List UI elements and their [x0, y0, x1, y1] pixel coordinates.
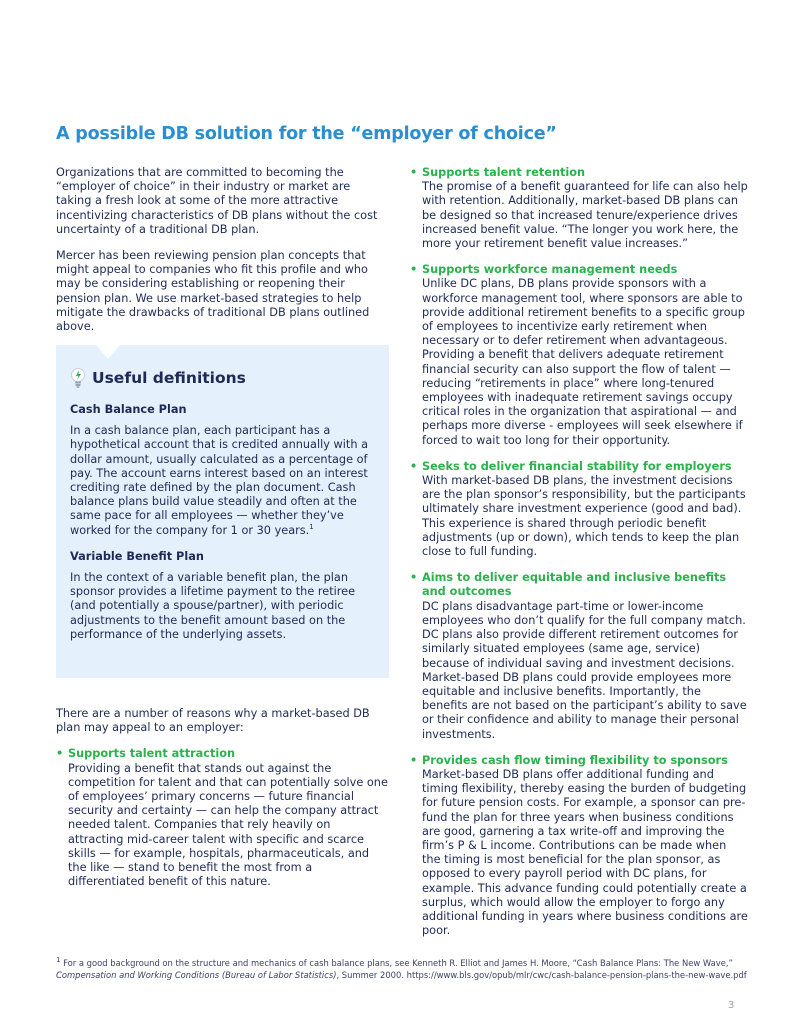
- bullet-heading: Supports workforce management needs: [422, 263, 678, 277]
- definition-term: Variable Benefit Plan: [70, 549, 204, 563]
- bullet-text: Unlike DC plans, DB plans provide sponsors with a workforce management tool, where sponsors are able to provide additional retirement benefits to a specific group of employees to incentivize early retirement when necessary or to defer retirement when advantageous. Providing a benefit that delivers adequate retirement financial security can also support the flow of talent — reducing “retirements in place” where long-tenured employees with inadequate retirement savings occupy critical roles in the organization that aspirational — and perhaps more diverse - employees will seek elsewhere if forced to wait too long for their opportunity.: [422, 277, 745, 447]
- lightbulb-icon: [70, 367, 86, 389]
- footnote-number: 1: [56, 956, 61, 965]
- reasons-section: [56, 707, 388, 901]
- bullet-heading: Provides cash flow timing flexibility to sponsors: [422, 753, 728, 767]
- definition-text: In the context of a variable benefit plan, the plan sponsor provides a lifetime payment to the retiree (and potentially a spouse/partner), with periodic adjustments to the benefit amount based on the performance of the underlying assets.: [70, 571, 356, 641]
- bullet-heading: Seeks to deliver financial stability for employers: [422, 459, 732, 473]
- footnote-mark: 1: [309, 522, 314, 531]
- list-item: [410, 754, 748, 939]
- intro-paragraph: Organizations that are committed to becoming the “employer of choice” in their industry or market are taking a fresh look at some of the more attractive incentivizing characteristics of DB plans without the cost uncertainty of a traditional DB plan.: [56, 166, 378, 236]
- list-item: [56, 747, 388, 889]
- bullet-icon: •: [410, 459, 418, 473]
- mercer-paragraph: Mercer has been reviewing pension plan concepts that might appeal to companies who fit this profile and who may be considering establishing or reopening their pension plan. We use market-based strategies to help mitigate the drawbacks of traditional DB plans outlined above.: [56, 249, 370, 334]
- bullet-heading: Aims to deliver equitable and inclusive benefits and outcomes: [422, 571, 727, 599]
- bullet-heading: Supports talent retention: [422, 166, 586, 179]
- list-item: [410, 460, 748, 559]
- bullet-icon: •: [410, 263, 418, 277]
- definitions-heading: Useful definitions: [92, 368, 246, 387]
- footnote-text: For a good background on the structure and mechanics of cash balance plans, see Kenneth R. Elliot and James H. Moore, “Cash Balance Plans: The New Wave,”: [63, 958, 733, 968]
- list-item: [410, 263, 748, 448]
- reasons-intro: There are a number of reasons why a market-based DB plan may appeal to an employer:: [56, 707, 370, 735]
- bullet-text: With market-based DB plans, the investment decisions are the plan sponsor’s responsibility, but the participants ultimately share investment experience (good and bad). This experience is shared through periodic benefit adjustments (up or down), which tends to keep the plan close to full funding.: [422, 474, 746, 559]
- definition-term: Cash Balance Plan: [70, 403, 187, 416]
- list-item: [410, 166, 748, 251]
- bullet-heading: Supports talent attraction: [68, 747, 236, 761]
- bullet-icon: •: [56, 747, 64, 761]
- bullet-text: DC plans disadvantage part-time or lower-income employees who don’t qualify for the full company match. DC plans also provide different retirement outcomes for similarly situated employees (same age, service) because of individual saving and investment decisions. Market-based DB plans could provide employees more equitable and inclusive benefits. Importantly, the benefits are not based on the participant’s ability to save or their confidence and ability to manage their personal investments.: [422, 599, 747, 741]
- list-item: [410, 571, 748, 741]
- footnote-url: , Summer 2000. https://www.bls.gov/opub/mlr/cwc/cash-balance-pension-plans-the-new-wave.pdf: [336, 969, 747, 980]
- bullet-text: Providing a benefit that stands out against the competition for talent and that can potentially solve one of employees’ primary concerns — future financial security and certainty — can help the company attract needed talent. Companies that rely heavily on attracting mid-career talent with specific and scarce skills — for example, hospitals, pharmaceuticals, and the like — stand to benefit the most from a differentiated benefit of this nature.: [68, 761, 388, 889]
- bullet-icon: •: [410, 753, 418, 767]
- bullet-text: Market-based DB plans offer additional funding and timing flexibility, thereby easing the burden of budgeting for future pension costs. For example, a sponsor can pre-fund the plan for three years when business conditions are good, garnering a tax write-off and improving the firm’s P & L income. Contributions can be made when the timing is most beneficial for the plan sponsor, as opposed to every payroll period with DC plans, for example. This advance funding could potentially create a surplus, which would allow the employer to forgo any additional funding in years where business conditions are poor.: [422, 767, 748, 938]
- bullet-icon: •: [410, 571, 418, 585]
- left-column: [56, 166, 388, 346]
- definition-text: In a cash balance plan, each participant has a hypothetical account that is credited annually with a dollar amount, usually calculated as a percentage of pay. The account earns interest based on an interest crediting rate defined by the plan document. Cash balance plans build value steadily and often at the same pace for all employees — whether they’ve worked for the company for 1 or 30 years.$^1$: [70, 424, 369, 537]
- footnote-source: Compensation and Working Conditions (Bureau of Labor Statistics): [56, 969, 337, 980]
- definitions-header: [70, 367, 370, 389]
- box-notch: [96, 345, 120, 359]
- right-column: [410, 166, 748, 950]
- footnote: [56, 958, 756, 981]
- bullet-text: The promise of a benefit guaranteed for life can also help with retention. Additionally, market-based DB plans can be designed so that increased tenure/experience drives increased benefit value. “The longer you work here, the more your retirement benefit value increases.”: [422, 180, 748, 251]
- bullet-icon: •: [410, 166, 418, 179]
- page-title: A possible DB solution for the “employer of choice”: [56, 124, 557, 144]
- definitions-box: [56, 345, 389, 678]
- page-number: 3: [728, 1000, 735, 1011]
